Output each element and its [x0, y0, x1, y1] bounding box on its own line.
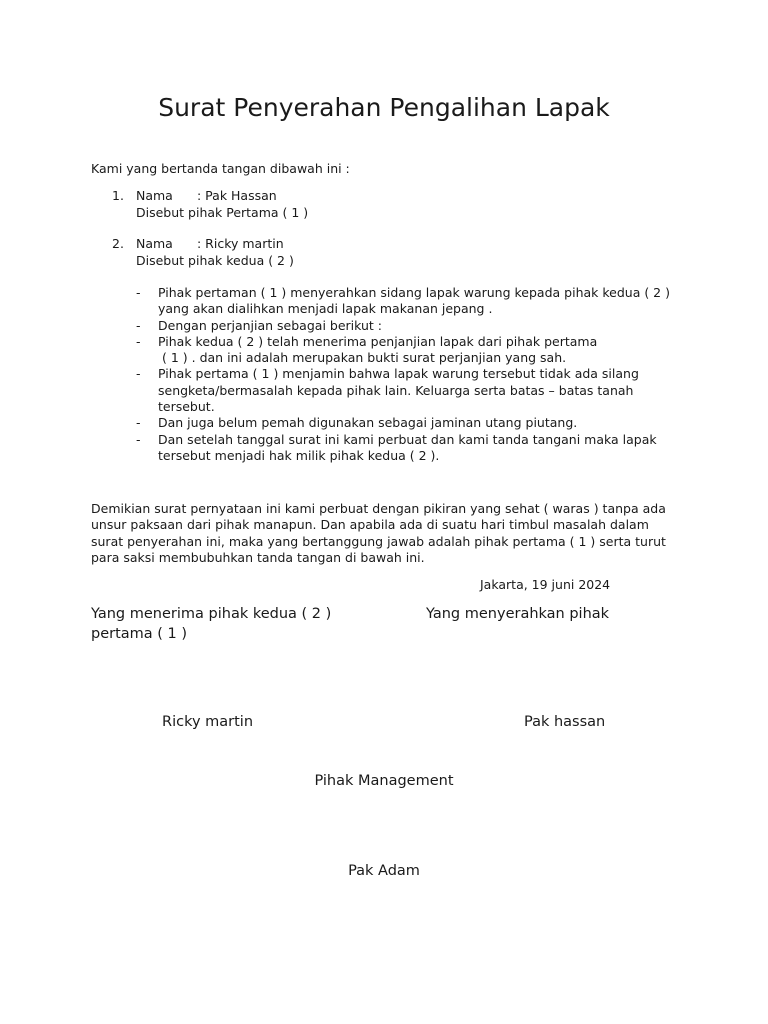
- receiver-label-line: pertama ( 1 ): [91, 626, 188, 642]
- party-field-label: Nama: [136, 188, 173, 203]
- closing-line: unsur paksaan dari pihak manapun. Dan apabila ada di suatu hari timbul masalah dalam: [91, 517, 649, 533]
- clause-line: tersebut.: [158, 399, 215, 415]
- party-name-line: [112, 236, 672, 253]
- clause-item: [136, 285, 696, 318]
- clause-item: [136, 415, 696, 431]
- bullet-dash: -: [136, 431, 141, 447]
- party-role: Disebut pihak kedua ( 2 ): [136, 252, 294, 268]
- management-name: Pak Adam: [348, 863, 420, 879]
- management-label: Pihak Management: [314, 773, 454, 789]
- clause-line: yang akan dialihkan menjadi lapak makanan jepang .: [158, 301, 493, 317]
- giver-name: Pak hassan: [524, 714, 606, 730]
- clause-item: [136, 318, 696, 334]
- clause-line: tersebut menjadi hak milik pihak kedua ( 2 ).: [158, 447, 440, 463]
- intro-text: Kami yang bertanda tangan dibawah ini :: [91, 161, 350, 176]
- clause-line: ( 1 ) . dan ini adalah merupakan bukti surat perjanjian yang sah.: [162, 350, 567, 366]
- party-item-first: [112, 188, 672, 221]
- clause-line: Pihak kedua ( 2 ) telah menerima penjanjian lapak dari pihak pertama: [158, 333, 598, 349]
- bullet-dash: -: [136, 366, 141, 382]
- document-title: Surat Penyerahan Pengalihan Lapak: [158, 93, 610, 122]
- bullet-dash: -: [136, 333, 141, 349]
- party-role: Disebut pihak Pertama ( 1 ): [136, 204, 309, 220]
- bullet-dash: -: [136, 285, 141, 300]
- closing-line: para saksi membubuhkan tanda tangan di bawah ini.: [91, 549, 425, 565]
- clause-item: [136, 334, 696, 367]
- receiver-label-line: Yang menerima pihak kedua ( 2 ): [91, 606, 332, 622]
- party-number: 2.: [112, 236, 124, 251]
- receiver-label: [91, 604, 331, 644]
- clause-list: [136, 285, 696, 464]
- clause-line: sengketa/bermasalah kepada pihak lain. Keluarga serta batas – batas tanah: [158, 382, 634, 398]
- clause-item: [136, 366, 696, 415]
- receiver-name: Ricky martin: [162, 714, 254, 730]
- giver-label: Yang menyerahkan pihak: [426, 606, 610, 622]
- closing-line: Demikian surat pernyataan ini kami perbuat dengan pikiran yang sehat ( waras ) tanpa ada: [91, 501, 666, 516]
- party-number: 1.: [112, 188, 124, 203]
- closing-line: surat penyerahan ini, maka yang bertanggung jawab adalah pihak pertama ( 1 ) serta turut: [91, 533, 666, 549]
- party-field-value: : Ricky martin: [197, 236, 284, 251]
- clause-item: [136, 432, 696, 465]
- clause-line: Pihak pertaman ( 1 ) menyerahkan sidang lapak warung kepada pihak kedua ( 2 ): [158, 285, 670, 300]
- party-item-second: [112, 236, 672, 269]
- bullet-dash: -: [136, 317, 141, 333]
- party-field-label: Nama: [136, 236, 173, 251]
- closing-paragraph: [91, 501, 691, 566]
- clause-line: Dan juga belum pemah digunakan sebagai jaminan utang piutang.: [158, 415, 578, 431]
- party-field-value: : Pak Hassan: [197, 188, 277, 203]
- document-date: Jakarta, 19 juni 2024: [480, 577, 611, 592]
- clause-line: Pihak pertama ( 1 ) menjamin bahwa lapak warung tersebut tidak ada silang: [158, 366, 639, 382]
- bullet-dash: -: [136, 415, 141, 431]
- clause-line: Dengan perjanjian sebagai berikut :: [158, 317, 382, 333]
- clause-line: Dan setelah tanggal surat ini kami perbuat dan kami tanda tangani maka lapak: [158, 431, 657, 447]
- party-name-line: [112, 188, 672, 205]
